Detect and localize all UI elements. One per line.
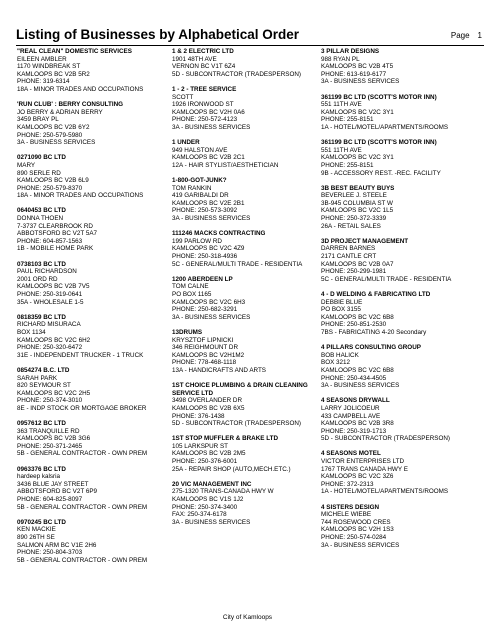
business-name: 1-800-GOT-JUNK?	[172, 177, 227, 185]
business-detail-line: FAX: 250-374-6178	[172, 511, 227, 519]
business-detail-line: 3A - BUSINESS SERVICES	[172, 123, 251, 131]
business-entry	[321, 94, 469, 132]
business-name: 361199 BC LTD (SCOTT'S MOTOR INN)	[321, 139, 437, 147]
business-name: 1ST STOP MUFFLER & BRAKE LTD	[172, 435, 279, 443]
business-detail-line: KAMLOOPS BC V2C 6B8	[321, 366, 394, 374]
business-entry	[321, 238, 469, 284]
business-detail-line: BOX 3212	[321, 359, 351, 367]
page-header	[16, 27, 484, 45]
business-detail-line: PHONE: 250-374-3010	[17, 397, 83, 405]
page-number: 1	[477, 31, 482, 40]
business-detail-line: PO BOX 1165	[172, 291, 212, 298]
page-title: Listing of Businesses by Alphabetical Order	[16, 27, 300, 42]
business-detail-line: KAMLOOPS BC V2B 6L9	[17, 177, 89, 185]
business-detail-line: 5D - SUBCONTRACTOR (TRADESPERSON)	[321, 435, 450, 443]
business-detail-line: 551 11TH AVE	[321, 146, 362, 154]
business-name: 13DRUMS	[172, 328, 203, 336]
business-detail-line: 3498 OVERLANDER DR	[172, 397, 242, 405]
business-detail-line: KAMLOOPS BC V2C 6B8	[321, 313, 394, 321]
business-detail-line: BEVERLEE J. STEELE	[321, 192, 387, 200]
business-detail-line: 2171 CANTLE CRT	[321, 253, 377, 261]
business-entry	[17, 466, 165, 512]
business-detail-line: KAMLOOPS BC V2B 2M5	[172, 450, 246, 458]
business-name: 111246 MACKS CONTRACTING	[172, 230, 266, 238]
business-entry	[172, 382, 320, 428]
business-entry	[172, 276, 320, 322]
business-name: 4 PILLARS CONSULTING GROUP	[321, 344, 421, 352]
business-detail-line: MARY	[17, 161, 36, 169]
business-detail-line: 2001 ORD RD	[17, 275, 58, 283]
business-detail-line: KAMLOOPS BC V2B 0A7	[321, 260, 394, 268]
business-detail-line: PHONE: 250-804-3703	[17, 549, 83, 557]
business-name: 0957612 BC LTD	[17, 420, 66, 428]
business-detail-line: 5D - SUBCONTRACTOR (TRADESPERSON)	[172, 420, 301, 428]
business-detail-line: KAMLOOPS BC V2C 3Y1	[321, 108, 394, 116]
business-detail-line: JO BERRY & ADRIAN BERRY	[17, 108, 103, 116]
business-detail-line: 5B - GENERAL CONTRACTOR - OWN PREM	[17, 503, 148, 511]
business-entry	[17, 207, 165, 253]
business-detail-line: 890 SERLE RD	[17, 169, 61, 177]
business-name: 3D PROJECT MANAGEMENT	[321, 237, 409, 245]
business-entry	[17, 367, 165, 413]
business-detail-line: KAMLOOPS BC V2B 2C1	[172, 154, 245, 162]
business-detail-line: PHONE: 250-579-5980	[17, 131, 83, 139]
page-indicator	[443, 31, 482, 40]
business-detail-line: KAMLOOPS BC V2H 0A6	[172, 108, 245, 116]
business-detail-line: PHONE: 250-371-2465	[17, 442, 83, 450]
business-entry	[321, 504, 469, 550]
business-entry	[321, 450, 469, 496]
business-entry	[172, 329, 320, 375]
business-detail-line: 5C - GENERAL/MULTI TRADE - RESIDENTIA	[321, 275, 452, 283]
business-detail-line: PHONE: 319-6314	[17, 78, 70, 86]
business-name: 0970245 BC LTD	[17, 518, 66, 526]
business-detail-line: BOB HALICK	[321, 351, 359, 359]
business-entry	[321, 291, 469, 337]
business-detail-line: 3A - BUSINESS SERVICES	[321, 382, 400, 390]
business-detail-line: 820 SEYMOUR ST	[17, 382, 71, 390]
business-detail-line: PHONE: 250-318-4936	[172, 253, 238, 261]
business-name: 'RUN CLUB' : BERRY CONSULTING	[17, 101, 124, 109]
business-detail-line: KAMLOOPS BC V2C 6H2	[17, 336, 91, 344]
business-detail-line: 12A - HAIR STYLIST/AESTHETICIAN	[172, 161, 279, 169]
business-name: "REAL CLEAN" DOMESTIC SERVICES	[17, 48, 132, 55]
business-name: 0738103 BC LTD	[17, 260, 66, 268]
business-detail-line: PHONE: 250-434-4505	[321, 374, 387, 382]
business-name: 0271090 BC LTD	[17, 154, 66, 162]
business-detail-line: 5B - GENERAL CONTRACTOR - OWN PREM	[17, 450, 148, 458]
business-detail-line: 9B - ACCESSORY REST. -REC. FACILITY	[321, 169, 441, 177]
business-detail-line: KAMLOOPS BC V2H1M2	[172, 351, 245, 359]
business-detail-line: 105 LARKSPUR ST	[172, 442, 228, 450]
business-entry	[321, 139, 469, 177]
business-detail-line: 1767 TRANS CANADA HWY E	[321, 465, 408, 473]
business-detail-line: KAMLOOPS BC V1S 1J2	[172, 496, 244, 504]
business-detail-line: PHONE: 250-572-4123	[172, 116, 238, 124]
business-detail-line: 13A - HANDICRAFTS AND ARTS	[172, 366, 267, 374]
business-name: 1 - 2 - TREE SERVICE	[172, 85, 237, 93]
business-detail-line: KEN MACKIE	[17, 526, 56, 534]
business-name: 1200 ABERDEEN LP	[172, 275, 233, 283]
business-detail-line: VERNON BC V1T 6Z4	[172, 63, 236, 71]
business-detail-line: PHONE: 372-2313	[321, 480, 374, 488]
business-detail-line: KAMLOOPS BC V2C 1L5	[321, 207, 394, 215]
business-detail-line: SARAH PARK	[17, 374, 58, 382]
business-detail-line: 3A - BUSINESS SERVICES	[172, 518, 251, 526]
business-detail-line: 3A - BUSINESS SERVICES	[172, 313, 251, 321]
business-detail-line: PHONE: 250-319-1713	[321, 427, 387, 435]
business-entry	[17, 48, 165, 94]
business-entry	[172, 48, 320, 78]
business-detail-line: TOM RANKIN	[172, 184, 212, 192]
business-detail-line: 5D - SUBCONTRACTOR (TRADESPERSON)	[172, 70, 301, 78]
business-name: 0854274 B.C. LTD	[17, 366, 70, 374]
business-detail-line: 3436 BLUE JAY STREET	[17, 480, 89, 488]
business-detail-line: KAMLOOPS BC V2B 7V5	[17, 283, 90, 291]
business-entry	[17, 314, 165, 360]
business-detail-line: 5B - GENERAL CONTRACTOR - OWN PREM	[17, 556, 148, 564]
business-entry	[172, 86, 320, 132]
business-name: 361199 BC LTD (SCOTT'S MOTOR INN)	[321, 93, 437, 101]
business-entry	[172, 481, 320, 527]
business-detail-line: KAMLOOPS BC V2B 3R8	[321, 420, 394, 428]
business-name: 0640453 BC LTD	[17, 207, 66, 215]
business-detail-line: PHONE: 250-682-3291	[172, 306, 238, 314]
business-detail-line: 8E - INDP STOCK OR MORTGAGE BROKER	[17, 404, 147, 412]
business-detail-line: PHONE: 255-8151	[321, 161, 374, 169]
business-name: 4 SEASONS MOTEL	[321, 450, 381, 458]
business-detail-line: KAMLOOPS BC V2C 3Z6	[321, 473, 394, 481]
business-detail-line: KAMLOOPS BC V2B 5R2	[17, 70, 90, 78]
business-detail-line: 199 PARLOW RD	[172, 237, 222, 245]
business-detail-line: 275-1320 TRANS-CANADA HWY W	[172, 488, 274, 496]
business-detail-line: PHONE: 250-573-3092	[172, 207, 238, 215]
business-detail-line: hardeep kalsria	[17, 473, 61, 481]
listing-column-1	[17, 48, 165, 572]
business-detail-line: KAMLOOPS BC V2B 6Y2	[17, 123, 90, 131]
business-detail-line: PHONE: 250-372-3339	[321, 215, 387, 223]
business-detail-line: TOM CALNE	[172, 283, 209, 291]
page-label: Page	[450, 31, 470, 40]
business-detail-line: SCOTT	[172, 93, 194, 101]
business-detail-line: KAMLOOPS BC V2B 6X5	[172, 404, 245, 412]
business-detail-line: 18A - MINOR TRADES AND OCCUPATIONS	[17, 192, 144, 200]
business-detail-line: KRYSZTOF LIPNICKI	[172, 336, 234, 344]
business-detail-line: LARRY JOLICOEUR	[321, 404, 380, 412]
business-detail-line: KAMLOOPS BC V2H 1S3	[321, 526, 394, 534]
business-detail-line: 744 ROSEWOOD CRES	[321, 518, 391, 526]
listing-column-3	[321, 48, 469, 557]
business-entry	[321, 48, 469, 86]
business-detail-line: 5C - GENERAL/MULTI TRADE - RESIDENTIA	[172, 260, 303, 268]
business-entry	[172, 177, 320, 223]
listing-column-2	[172, 48, 320, 534]
business-detail-line: 3459 BRAY PL	[17, 116, 59, 124]
business-detail-line: PO BOX 3155	[321, 306, 361, 314]
business-detail-line: PHONE: 778-468-1118	[172, 359, 237, 367]
business-detail-line: KAMLOOPS BC V2B 3G6	[17, 435, 91, 443]
business-name: 1 UNDER	[172, 139, 200, 147]
business-detail-line: PHONE: 250-574-0284	[321, 534, 387, 541]
business-detail-line: MICHELE WIEBE	[321, 511, 372, 519]
business-entry	[17, 519, 165, 565]
business-detail-line: ABBOTSFORD BC V2T 5A7	[17, 230, 98, 238]
business-entry	[17, 154, 165, 200]
business-detail-line: 3A - BUSINESS SERVICES	[321, 541, 400, 549]
business-detail-line: PHONE: 250-299-1981	[321, 268, 387, 276]
business-name: 4 - D WELDING & FABRICATING LTD	[321, 291, 431, 298]
business-detail-line: 1A - HOTEL/MOTEL/APARTMENTS/ROOMS	[321, 488, 449, 496]
business-entry	[321, 344, 469, 390]
business-detail-line: PHONE: 255-8151	[321, 116, 374, 124]
business-detail-line: PHONE: 376-1438	[172, 412, 225, 420]
business-detail-line: 7-3737 CLEARBROOK RD	[17, 222, 93, 230]
business-detail-line: PHONE: 250-579-8370	[17, 184, 83, 192]
business-name: 1ST CHOICE PLUMBING & DRAIN CLEANING SERVICE LTD	[172, 382, 308, 397]
business-name: 0818359 BC LTD	[17, 313, 66, 321]
business-detail-line: 1A - HOTEL/MOTEL/APARTMENTS/ROOMS	[321, 123, 449, 131]
business-detail-line: 3B-945 COLUMBIA ST W	[321, 199, 393, 207]
business-detail-line: 35A - WHOLESALE 1-5	[17, 298, 84, 306]
business-detail-line: 3A - BUSINESS SERVICES	[172, 215, 251, 223]
business-detail-line: 433 CAMPBELL AVE	[321, 412, 381, 420]
header-rule	[16, 45, 484, 46]
business-detail-line: PHONE: 250-320-6472	[17, 344, 83, 352]
business-name: 4 SEASONS DRYWALL	[321, 397, 390, 405]
business-detail-line: 419 GARIBALDI DR	[172, 192, 229, 200]
business-detail-line: KAMLOOPS BC V2E 2B1	[172, 199, 245, 207]
business-detail-line: 363 TRANQUILLE RD	[17, 427, 80, 435]
business-entry	[172, 139, 320, 169]
business-entry	[321, 185, 469, 231]
business-entry	[17, 420, 165, 458]
business-detail-line: VICTOR ENTERPRISES LTD	[321, 458, 405, 466]
page-footer: City of Kamloops	[222, 614, 273, 621]
business-detail-line: PHONE: 250-851-2530	[321, 321, 387, 329]
business-detail-line: DARREN BARNES	[321, 245, 376, 253]
business-detail-line: 3A - BUSINESS SERVICES	[17, 139, 96, 147]
business-detail-line: 1B - MOBILE HOME PARK	[17, 245, 94, 253]
business-detail-line: PHONE: 250-376-6001	[172, 458, 238, 466]
business-entry	[17, 101, 165, 147]
business-detail-line: DEBBIE BLUE	[321, 298, 363, 306]
business-detail-line: 988 RYAN PL	[321, 55, 360, 63]
business-detail-line: 18A - MINOR TRADES AND OCCUPATIONS	[17, 85, 144, 93]
business-detail-line: 890 26TH SE	[17, 534, 55, 541]
business-detail-line: KAMLOOPS BC V2B 4T5	[321, 63, 394, 71]
business-name: 4 SISTERS DESIGN	[321, 503, 380, 511]
business-detail-line: PHONE: 604-825-8097	[17, 496, 83, 504]
business-entry	[172, 435, 320, 473]
business-detail-line: 551 11TH AVE	[321, 101, 362, 109]
business-detail-line: 25A - REPAIR SHOP (AUTO,MECH.ETC.)	[172, 465, 291, 473]
business-entry	[321, 397, 469, 443]
business-entry	[172, 230, 320, 268]
business-detail-line: KAMLOOPS BC V2C 4Z9	[172, 245, 245, 253]
business-name: 1 & 2 ELECTRIC LTD	[172, 48, 234, 55]
business-detail-line: 31E - INDEPENDENT TRUCKER - 1 TRUCK	[17, 351, 144, 359]
business-detail-line: 3A - BUSINESS SERVICES	[321, 78, 400, 86]
business-name: 3B BEST BEAUTY BUYS	[321, 184, 395, 192]
business-detail-line: 1926 IRONWOOD ST	[172, 101, 234, 109]
business-detail-line: KAMLOOPS BC V2C 3Y1	[321, 154, 394, 162]
business-detail-line: PHONE: 250-374-3400	[172, 503, 238, 511]
business-name: 3 PILLAR DESIGNS	[321, 48, 380, 55]
business-entry	[17, 261, 165, 307]
business-detail-line: PHONE: 613-619-6177	[321, 70, 387, 78]
business-detail-line: BOX 1134	[17, 328, 46, 336]
business-detail-line: KAMLOOPS BC V2C 6H3	[172, 298, 246, 306]
business-detail-line: PHONE: 250-319-0641	[17, 291, 83, 298]
business-detail-line: PHONE: 604-857-1563	[17, 237, 83, 245]
business-name: 0963376 BC LTD	[17, 465, 66, 473]
business-detail-line: 26A - RETAIL SALES	[321, 222, 381, 230]
business-name: 20 VIC MANAGEMENT INC	[172, 480, 252, 488]
business-detail-line: SALMON ARM BC V1E 2H6	[17, 541, 97, 549]
business-detail-line: RICHARD MISURACA	[17, 321, 81, 329]
business-detail-line: KAMLOOPS BC V2C 2H5	[17, 389, 91, 397]
listing-columns	[17, 48, 487, 604]
business-detail-line: 949 HALSTON AVE	[172, 146, 228, 154]
business-detail-line: 346 REIGHMOUNT DR	[172, 344, 239, 352]
business-detail-line: DONNA THOEN	[17, 215, 64, 223]
business-detail-line: ABBOTSFORD BC V2T 6P9	[17, 488, 98, 496]
business-detail-line: EILEEN AMBLER	[17, 55, 67, 63]
business-detail-line: 1901 48TH AVE	[172, 55, 217, 63]
business-detail-line: PAUL RICHARDSON	[17, 268, 77, 276]
business-detail-line: 1170 WINDBREAK ST	[17, 63, 81, 71]
business-detail-line: 7BS - FABRICATING 4-20 Secondary	[321, 328, 427, 336]
